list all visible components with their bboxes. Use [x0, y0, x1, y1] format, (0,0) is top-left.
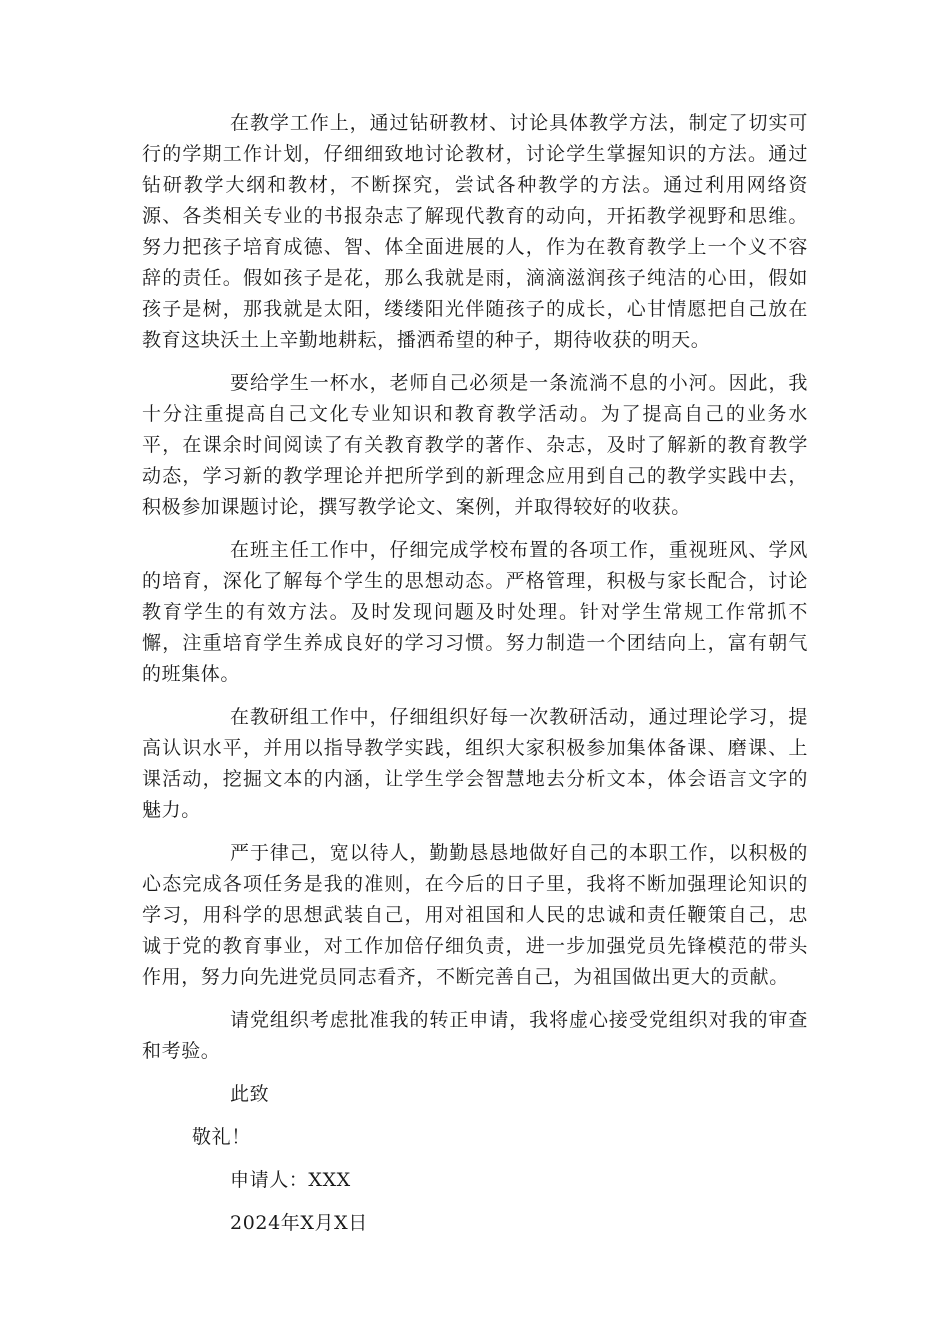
document-date: 2024年X月X日	[230, 1212, 368, 1234]
paragraph-request: 请党组织考虑批准我的转正申请，我将虚心接受党组织对我的审查和考验。	[142, 1009, 808, 1062]
paragraph-self-discipline: 严于律己，宽以待人，勤勤恳恳地做好自己的本职工作，以积极的心态完成各项任务是我的准则，在今后的日子里，我将不断加强理论知识的学习，用科学的思想武装自己，用对祖国和人民的忠诚和责任鞭策自己，忠诚于党的教育事业，对工作加倍仔细负责，进一步加强党员先锋模范的带头作用，努力向先进党员同志看齐，不断完善自己，为祖国做出更大的贡献。	[142, 842, 808, 988]
closing-salutation-2: 敬礼！	[192, 1126, 251, 1148]
document-body	[142, 108, 808, 1251]
applicant-signature: 申请人：XXX	[230, 1169, 351, 1191]
paragraph-self-improvement: 要给学生一杯水，老师自己必须是一条流淌不息的小河。因此，我十分注重提高自己文化专业知识和教育教学活动。为了提高自己的业务水平，在课余时间阅读了有关教育教学的著作、杂志，及时了解新的教育教学动态，学习新的教学理论并把所学到的新理念应用到自己的教学实践中去，积极参加课题讨论，撰写教学论文、案例，并取得较好的收获。	[142, 372, 808, 518]
paragraph-class-teacher: 在班主任工作中，仔细完成学校布置的各项工作，重视班风、学风的培育，深化了解每个学生的思想动态。严格管理，积极与家长配合，讨论教育学生的有效方法。及时发现问题及时处理。针对学生常规工作常抓不懈，注重培育学生养成良好的学习习惯。努力制造一个团结向上，富有朝气的班集体。	[142, 539, 808, 685]
paragraph-research-group: 在教研组工作中，仔细组织好每一次教研活动，通过理论学习，提高认识水平，并用以指导教学实践，组织大家积极参加集体备课、磨课、上课活动，挖掘文本的内涵，让学生学会智慧地去分析文本，体会语言文字的魅力。	[142, 706, 808, 821]
paragraph-teaching: 在教学工作上，通过钻研教材、讨论具体教学方法，制定了切实可行的学期工作计划，仔细细致地讨论教材，讨论学生掌握知识的方法。通过钻研教学大纲和教材，不断探究，尝试各种教学的方法。通过利用网络资源、各类相关专业的书报杂志了解现代教育的动向，开拓教学视野和思维。努力把孩子培育成德、智、体全面进展的人，作为在教育教学上一个义不容辞的责任。假如孩子是花，那么我就是雨，滴滴滋润孩子纯洁的心田，假如孩子是树，那我就是太阳，缕缕阳光伴随孩子的成长，心甘情愿把自己放在教育这块沃土上辛勤地耕耘，播洒希望的种子，期待收获的明天。	[142, 112, 808, 351]
closing-salutation-1: 此致	[230, 1083, 270, 1105]
